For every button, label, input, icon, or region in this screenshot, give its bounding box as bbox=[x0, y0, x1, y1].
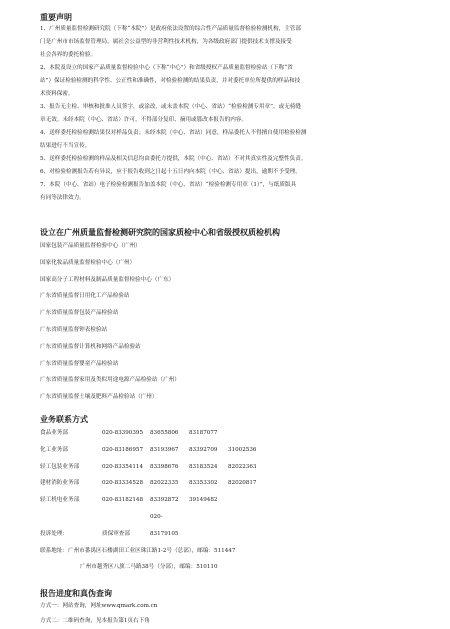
notice-line: 3、报告无主检、审核和批准人员签字，或涂改，或未盖本院（中心、省站）“检验检测专用章”，或无骑缝 bbox=[40, 104, 301, 110]
contact-address: 联系地址：广州市番禺区石楼湖田工业区珠江路1-2号（总部），邮编：511447 bbox=[40, 547, 236, 554]
notice-line: 社会各界的委托检验。 bbox=[40, 52, 96, 58]
contact-phone: 020-83354114 bbox=[102, 463, 144, 470]
contact-phone: 020-83390395 bbox=[102, 429, 144, 436]
lab-item: 广东省质量监督包装产品检验站 bbox=[40, 310, 119, 317]
contact-dept: 轻工机电业务部 bbox=[40, 497, 80, 504]
lab-item: 广东省质量监督婴童产品检验站 bbox=[40, 360, 119, 367]
contact-row bbox=[40, 442, 432, 459]
labs-title: 设立在广州质量监督检测研究院的国家质检中心和省级授权质检机构 bbox=[40, 228, 280, 237]
lab-item: 广东省质量监督钟表检验站 bbox=[40, 326, 108, 333]
contact-row bbox=[40, 475, 432, 492]
contact-number: 82022363 bbox=[228, 463, 257, 470]
contact-number: 83353302 bbox=[189, 480, 218, 487]
contact-dept: 食品业务部 bbox=[40, 429, 68, 436]
notice-line: 章无效。未经本院（中心、省站）许可，不得部分复印、摘用或篡改本报告的内容。 bbox=[40, 117, 247, 123]
contact-dept: 建材消防业务部 bbox=[40, 480, 80, 487]
notice-line: 术资料保密。 bbox=[40, 91, 74, 97]
notice-line: 1、广州质量监督检测研究院（下称“本院”）是政府依法设置的综合性产品质量监督检验检测机构，主管部 bbox=[40, 26, 301, 32]
lab-item: 广东省质量监督计算机和网络产品检验站 bbox=[40, 343, 141, 350]
lab-item: 广东省质量监督土壤及肥料产品检验站（广州） bbox=[40, 394, 158, 401]
contact-dept: 轻工包装业务部 bbox=[40, 463, 80, 470]
notice-line: 6、对检验检测报告若有异议，应于报告收到之日起十五日内向本院（中心、省站）提出，逾期不予受理。 bbox=[40, 169, 301, 175]
contact-number: 83183524 bbox=[189, 463, 218, 470]
labs-section bbox=[40, 227, 432, 406]
contact-row bbox=[40, 425, 432, 442]
notice-line: 4、送样委托检验检测结果仅对样品负责；未经本院（中心、省站）同意，样品委托人不得擅自使用检验检测 bbox=[40, 130, 307, 136]
query-section bbox=[40, 588, 432, 629]
contact-number: 83392872 bbox=[150, 497, 179, 504]
lab-item: 广东省质量监督日用化工产品检验站 bbox=[40, 293, 130, 300]
contact-row bbox=[40, 459, 432, 476]
lab-item: 国家化妆品质量监督检验中心（广州） bbox=[40, 259, 136, 266]
contact-number: 39149482 bbox=[189, 497, 218, 504]
notice-line: 站”）保证检验检测的科学性、公正性和准确性，对检验检测的结果负责，并对委托单位所提供的样品和技 bbox=[40, 78, 301, 84]
notice-line: 结果进行不当宣传。 bbox=[40, 143, 91, 149]
contact-phone: 020-83186957 bbox=[102, 446, 144, 453]
notice-line: 5、送样委托检验检测的样品及相关信息均由委托方提供，本院（中心、省站）不对其真实性及完整性负责。 bbox=[40, 156, 307, 162]
contacts-title: 业务联系方式 bbox=[40, 414, 88, 424]
contact-phone: 质保审查部 bbox=[102, 530, 130, 537]
contact-dept: 化工业务部 bbox=[40, 446, 68, 453]
query-title: 报告进度和真伪查询 bbox=[40, 589, 112, 599]
contacts-section bbox=[40, 414, 432, 576]
contact-number: 82022335 bbox=[150, 480, 179, 487]
notice-line: 2、本院及设立的国家产品质量监督检验中心（下称“中心”）和省级授权产品质量监督检验站（下称“省 bbox=[40, 65, 293, 71]
lab-item: 广东省质量监督家用及类似用途电源产品检验站（广州） bbox=[40, 377, 180, 384]
contact-number: 82020817 bbox=[228, 480, 257, 487]
contact-number: 83187077 bbox=[189, 429, 218, 436]
contact-number: 83655806 bbox=[150, 429, 179, 436]
contact-number: 83193967 bbox=[150, 446, 179, 453]
contact-number: 83392709 bbox=[189, 446, 218, 453]
lab-item: 国家高分子工程材料及制品质量监督检验中心（广东） bbox=[40, 276, 175, 283]
notice-title: 重要声明 bbox=[40, 13, 72, 22]
contact-dept: 投诉处理： bbox=[40, 530, 68, 537]
query-line: 方式一：网站查询，网址www.qmark.com.cn bbox=[40, 603, 158, 610]
query-line: 方式二：二维码查询，见本报告第1页右下角 bbox=[40, 618, 150, 625]
contact-number: 020-83179105 bbox=[150, 513, 179, 537]
contact-row bbox=[40, 492, 432, 509]
notice-section bbox=[40, 12, 432, 205]
contact-number: 31002536 bbox=[228, 446, 257, 453]
notice-line: 7、本院（中心、省站）电子检验检测报告加盖本院（中心、省站）“检验检测专用章（1）”，与纸质版具 bbox=[40, 182, 297, 188]
contact-row bbox=[40, 509, 432, 543]
contact-address-branch: 广州市越秀区八旗二马路38号（分部），邮编：510110 bbox=[80, 564, 218, 571]
contact-phone: 020-83182148 bbox=[102, 497, 144, 504]
contact-number: 83398676 bbox=[150, 463, 179, 470]
lab-item: 国家包装产品质量监督检验中心（广州） bbox=[40, 243, 141, 249]
notice-line: 有同等法律效力。 bbox=[40, 195, 85, 201]
contact-phone: 020-83334528 bbox=[102, 480, 144, 487]
notice-line: 门是广州市市场监督管理局，属社会公益型的非营利性技术机构，为各级政府部门提供技术支撑及接受 bbox=[40, 39, 292, 45]
